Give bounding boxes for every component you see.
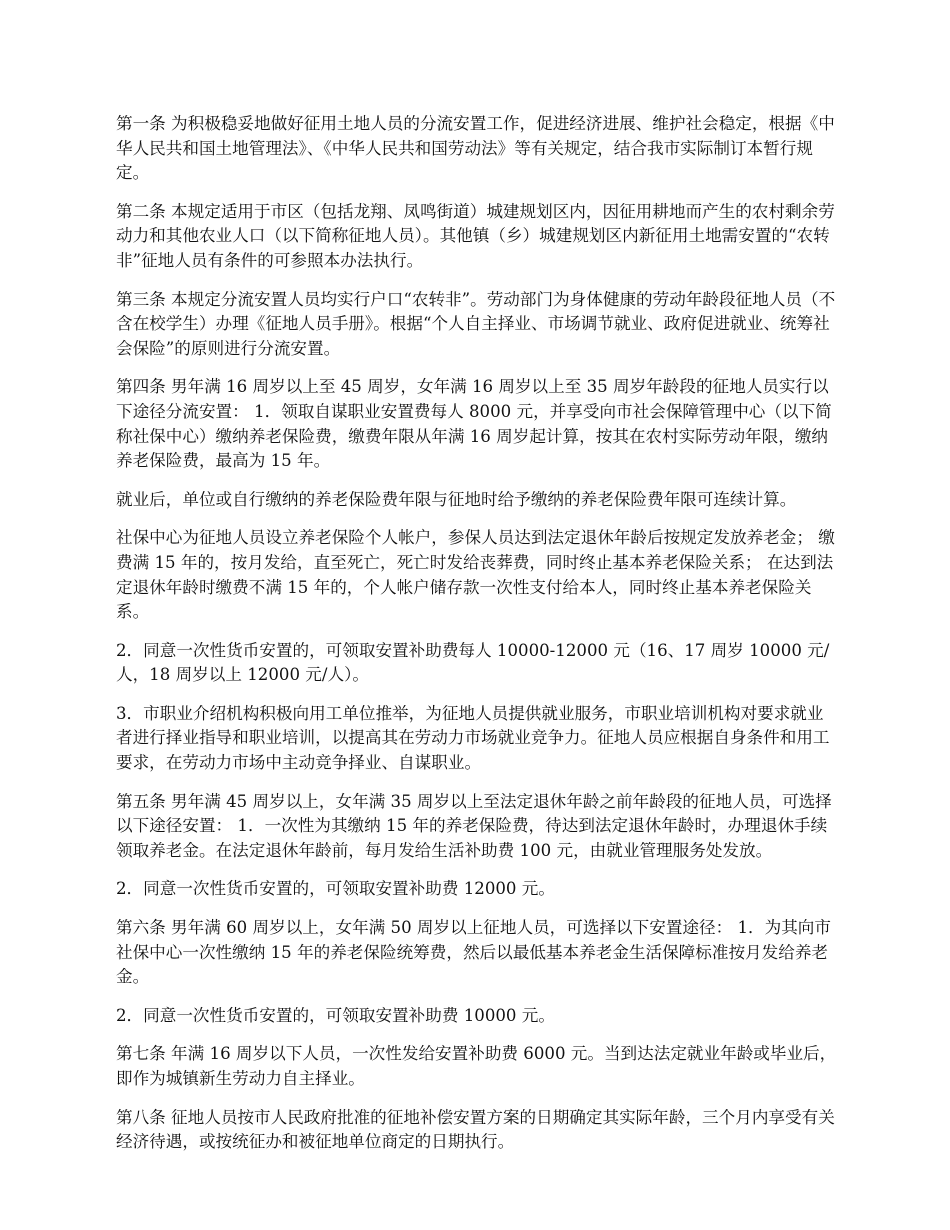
article-4-item-2-paragraph: 2．同意一次性货币安置的，可领取安置补助费每人 10000-12000 元（16、17 周岁 10000 元/人，18 周岁以上 12000 元/人）。 bbox=[116, 640, 830, 685]
article-8-paragraph: 第八条 征地人员按市人民政府批准的征地补偿安置方案的日期确定其实际年龄，三个月内享受有关经济待遇，或按统征办和被征地单位商定的日期执行。 bbox=[116, 1107, 835, 1152]
article-7-paragraph: 第七条 年满 16 周岁以下人员，一次性发给安置补助费 6000 元。当到达法定就业年龄或毕业后，即作为城镇新生劳动力自主择业。 bbox=[116, 1044, 837, 1088]
article-5-item-2-paragraph: 2．同意一次性货币安置的，可领取安置补助费 12000 元。 bbox=[116, 879, 555, 899]
article-3-paragraph: 第三条 本规定分流安置人员均实行户口“农转非”。劳动部门为身体健康的劳动年龄段征地人员（不含在校学生）办理《征地人员手册》。根据“个人自主择业、市场调节就业、政府促进就业、统筹社会保险”的原则进行分流安置。 bbox=[116, 289, 836, 358]
article-6-item-2-paragraph: 2．同意一次性货币安置的，可领取安置补助费 10000 元。 bbox=[116, 1005, 555, 1025]
article-4-paragraph: 第四条 男年满 16 周岁以上至 45 周岁，女年满 16 周岁以上至 35 周岁年龄段的征地人员实行以下途径分流安置： 1．领取自谋职业安置费每人 8000 元，并享受向市社会保障管理中心（以下简称社保中心）缴纳养老保险费，缴费年限从年满 16 周岁起计算，按其在农村实际劳动年限，缴纳养老保险费，最高为 15 年。 bbox=[116, 377, 832, 471]
article-6-paragraph: 第六条 男年满 60 周岁以上，女年满 50 周岁以上征地人员，可选择以下安置途径： 1．为其向市社保中心一次性缴纳 15 年的养老保险统筹费，然后以最低基本养老金生活保障标准按月发给养老金。 bbox=[116, 918, 831, 987]
article-1-paragraph: 第一条 为积极稳妥地做好征用土地人员的分流安置工作，促进经济进展、维护社会稳定，根据《中华人民共和国土地管理法》、《中华人民共和国劳动法》等有关规定，结合我市实际制订本暂行规定。 bbox=[116, 114, 835, 183]
article-2-paragraph: 第二条 本规定适用于市区（包括龙翔、凤鸣街道）城建规划区内，因征用耕地而产生的农村剩余劳动力和其他农业人口（以下简称征地人员）。其他镇（乡）城建规划区内新征用土地需安置的“农转非”征地人员有条件的可参照本办法执行。 bbox=[116, 201, 835, 270]
article-5-paragraph: 第五条 男年满 45 周岁以上，女年满 35 周岁以上至法定退休年龄之前年龄段的征地人员，可选择以下途径安置： 1．一次性为其缴纳 15 年的养老保险费，待达到法定退休年龄时，办理退休手续领取养老金。在法定退休年龄前，每月发给生活补助费 100 元，由就业管理服务处发放。 bbox=[116, 791, 832, 860]
social-security-paragraph: 社保中心为征地人员设立养老保险个人帐户，参保人员达到法定退休年龄后按规定发放养老金； 缴费满 15 年的，按月发给，直至死亡，死亡时发给丧葬费，同时终止基本养老保险关系； 在达到法定退休年龄时缴费不满 15 年的，个人帐户储存款一次性支付给本人，同时终止基本养老保险关系。 bbox=[116, 528, 835, 622]
article-4-continuation-paragraph: 就业后，单位或自行缴纳的养老保险费年限与征地时给予缴纳的养老保险费年限可连续计算。 bbox=[116, 489, 797, 509]
article-4-item-3-paragraph: 3．市职业介绍机构积极向用工单位推举，为征地人员提供就业服务，市职业培训机构对要求就业者进行择业指导和职业培训，以提高其在劳动力市场就业竞争力。征地人员应根据自身条件和用工要求，在劳动力市场中主动竞争择业、自谋职业。 bbox=[116, 703, 830, 773]
